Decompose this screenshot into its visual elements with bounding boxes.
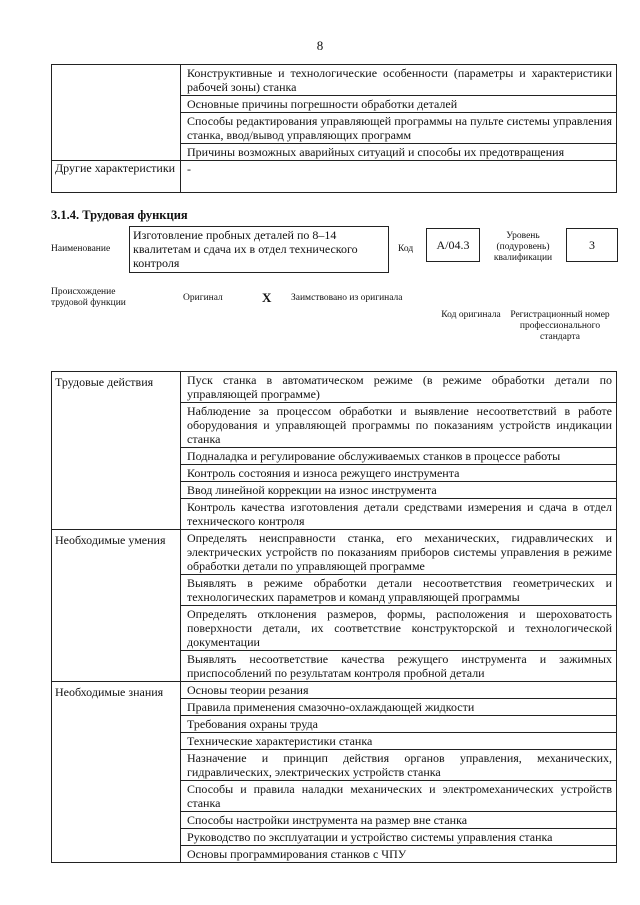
table-row: Подналадка и регулирование обслуживаемых станков в процессе работы <box>181 448 617 465</box>
table-row: Способы редактирования управляющей программы на пульте системы управления станка, ввод/вывод управляющих программ <box>181 113 617 144</box>
table-row: Технические характеристики станка <box>181 733 617 750</box>
table-row: Определять отклонения размеров, формы, расположения и шероховатость поверхности детали, их соответствие конструкторской и технологической документации <box>181 606 617 651</box>
registration-number-label: Регистрационный номер профессионального стандарта <box>510 310 610 342</box>
table-row: Наблюдение за процессом обработки и выявление несоответствий в работе оборудования и управляющей программы по показаниям устройств индикации станка <box>181 403 617 448</box>
borrowed-label: Заимствовано из оригинала <box>291 293 403 303</box>
other-characteristics-label: Другие характеристики <box>52 161 181 193</box>
section-heading: 3.1.4. Трудовая функция <box>51 208 188 222</box>
empty-label-cell <box>52 65 181 161</box>
table-row: Определять неисправности станка, его механических, гидравлических и электрических устройств по показаниям приборов системы управления в режиме обработки детали по управляющей программе <box>181 530 617 575</box>
knowledge-label: Необходимые знания <box>52 682 181 863</box>
table-row: Основные причины погрешности обработки деталей <box>181 96 617 113</box>
table-row: Руководство по эксплуатации и устройство системы управления станка <box>181 829 617 846</box>
name-label: Наименование <box>51 244 111 254</box>
level-label: Уровень (подуровень) квалификации <box>493 231 553 263</box>
origin-code-label: Код оригинала <box>441 310 501 320</box>
table-row: Требования охраны труда <box>181 716 617 733</box>
table-row: Контроль состояния и износа режущего инструмента <box>181 465 617 482</box>
table-row: Правила применения смазочно-охлаждающей жидкости <box>181 699 617 716</box>
function-code-box: A/04.3 <box>426 228 480 262</box>
original-mark: X <box>262 290 272 305</box>
table-row: Выявлять в режиме обработки детали несоответствия геометрических и технологических параметров и команд управляющей программы <box>181 575 617 606</box>
table-row: Назначение и принцип действия органов управления, механических, гидравлических, электрических устройств станка <box>181 750 617 781</box>
table-row: Ввод линейной коррекции на износ инструмента <box>181 482 617 499</box>
skills-label: Необходимые умения <box>52 530 181 682</box>
table-row: Причины возможных аварийных ситуаций и способы их предотвращения <box>181 144 617 161</box>
function-name-box: Изготовление пробных деталей по 8–14 квалитетам и сдача их в отдел технического контроля <box>129 226 389 273</box>
table-row: Выявлять несоответствие качества режущего инструмента и зажимных приспособлений по результатам контроля пробной детали <box>181 651 617 682</box>
function-details-table <box>51 371 617 863</box>
code-label: Код <box>398 244 414 254</box>
original-label: Оригинал <box>183 293 223 303</box>
table-row: Основы программирования станков с ЧПУ <box>181 846 617 863</box>
table-row: Основы теории резания <box>181 682 617 699</box>
table-row: Конструктивные и технологические особенности (параметры и характеристики рабочей зоны) станка <box>181 65 617 96</box>
continued-characteristics-table <box>51 64 617 193</box>
level-value-box: 3 <box>566 228 618 262</box>
actions-label: Трудовые действия <box>52 372 181 530</box>
table-row: Способы настройки инструмента на размер вне станка <box>181 812 617 829</box>
origin-label: Происхождение трудовой функции <box>51 287 126 308</box>
page-number: 8 <box>316 38 324 53</box>
table-row: Пуск станка в автоматическом режиме (в режиме обработки детали по управляющей программе) <box>181 372 617 403</box>
table-row: Контроль качества изготовления детали средствами измерения и сдача в отдел технического контроля <box>181 499 617 530</box>
other-characteristics-value: - <box>181 161 617 193</box>
table-row: Способы и правила наладки механических и электромеханических устройств станка <box>181 781 617 812</box>
